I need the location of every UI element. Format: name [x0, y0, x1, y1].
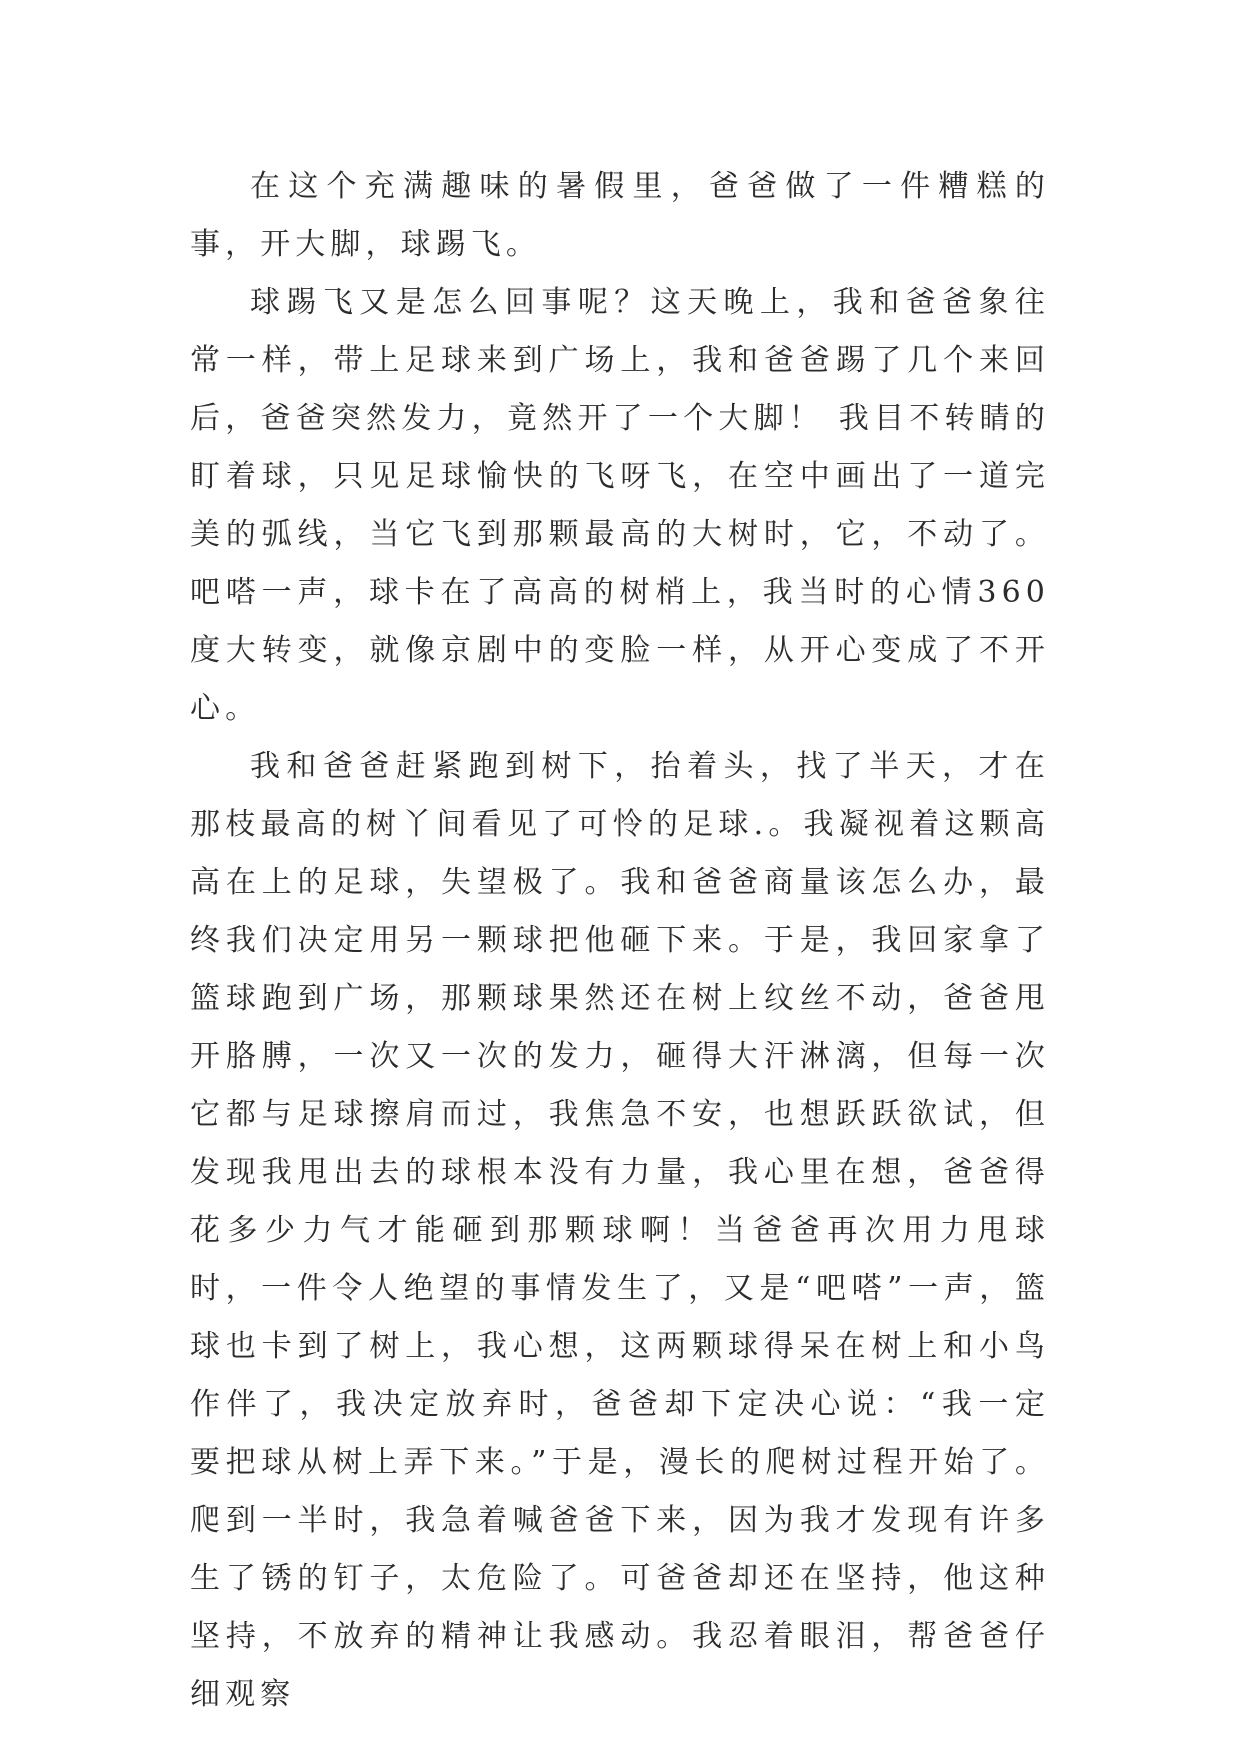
document-body: [190, 158, 1050, 1724]
paragraph-1: 在这个充满趣味的暑假里，爸爸做了一件糟糕的事，开大脚，球踢飞。: [190, 169, 1050, 262]
paragraph-3: 我和爸爸赶紧跑到树下，抬着头，找了半天，才在那枝最高的树丫间看见了可怜的足球.。我凝视着这颗高高在上的足球，失望极了。我和爸爸商量该怎么办，最终我们决定用另一颗球把他砸下来。于是，我回家拿了篮球跑到广场，那颗球果然还在树上纹丝不动，爸爸甩开胳膊，一次又一次的发力，砸得大汗淋漓，但每一次它都与足球擦肩而过，我焦急不安，也想跃跃欲试，但发现我甩出去的球根本没有力量，我心里在想，爸爸得花多少力气才能砸到那颗球啊！当爸爸再次用力甩球时，一件令人绝望的事情发生了，又是“吧嗒”一声，篮球也卡到了树上，我心想，这两颗球得呆在树上和小鸟作伴了，我决定放弃时，爸爸却下定决心说：“我一定要把球从树上弄下来。”于是，漫长的爬树过程开始了。爬到一半时，我急着喊爸爸下来，因为我才发现有许多生了锈的钉子，太危险了。可爸爸却还在坚持，他这种坚持，不放弃的精神让我感动。我忍着眼泪，帮爸爸仔细观察: [190, 749, 1050, 1712]
paragraph-2: 球踢飞又是怎么回事呢？这天晚上，我和爸爸象往常一样，带上足球来到广场上，我和爸爸踢了几个来回后，爸爸突然发力，竟然开了一个大脚！ 我目不转睛的盯着球，只见足球愉快的飞呀飞，在空中画出了一道完美的弧线，当它飞到那颗最高的大树时，它，不动了。吧嗒一声，球卡在了高高的树梢上，我当时的心情360度大转变，就像京剧中的变脸一样，从开心变成了不开心。: [190, 285, 1050, 726]
